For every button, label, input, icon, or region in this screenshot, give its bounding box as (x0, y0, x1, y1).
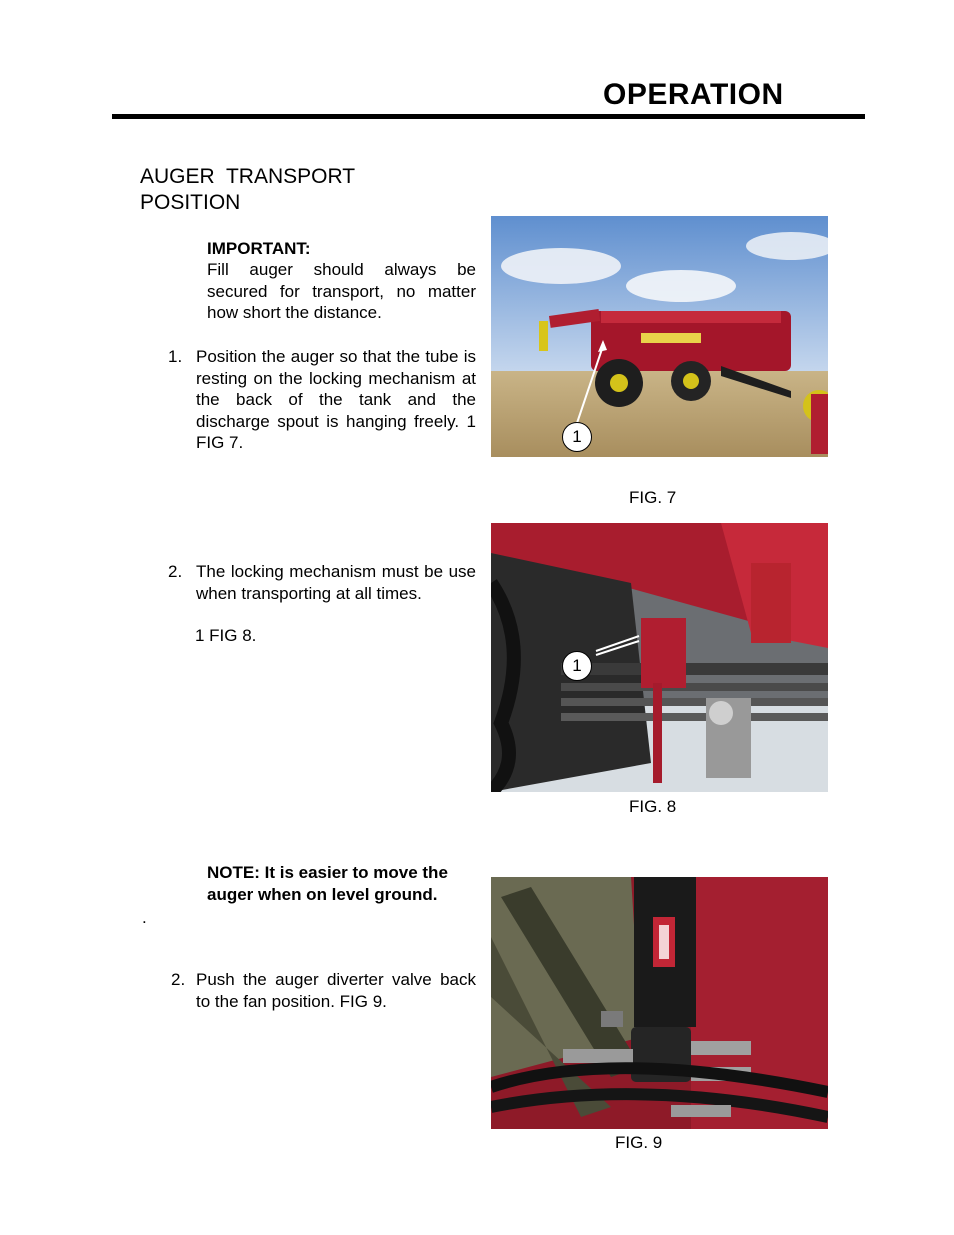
fig-8-caption: FIG. 8 (629, 797, 677, 816)
section-title-line1: AUGER TRANSPORT (140, 165, 356, 188)
step-2-text: The locking mechanism must be use when transporting at all times. (196, 562, 476, 603)
important-text: Fill auger should always be secured for transport, no matter how short the distance. (207, 260, 476, 322)
note-text: NOTE: It is easier to move the auger when on level ground. (207, 863, 448, 904)
step-3-number: 2. (171, 970, 186, 989)
page-title: OPERATION (603, 78, 784, 111)
fig-8-photo (491, 523, 828, 792)
step-3-text: Push the auger diverter valve back to the fan position. FIG 9. (196, 970, 476, 1011)
step-1-text: Position the auger so that the tube is resting on the locking mechanism at the back of the tank and the discharge spout is hanging freely. 1 FIG 7. (196, 347, 476, 452)
fig-7-photo (491, 216, 828, 457)
section-title (140, 164, 400, 216)
stray-mark: . (142, 908, 147, 927)
section-title-line2: POSITION (140, 191, 241, 214)
fig-9-caption: FIG. 9 (615, 1133, 663, 1152)
step-1-number: 1. (168, 347, 183, 366)
step-2-figref: 1 FIG 8. (195, 626, 257, 645)
important-label: IMPORTANT: (207, 239, 311, 258)
fig-7-caption: FIG. 7 (629, 488, 677, 507)
fig-8-callout: 1 (562, 651, 592, 681)
fig-9-photo (491, 877, 828, 1129)
step-2-number: 2. (168, 562, 183, 581)
header-rule (112, 114, 865, 119)
fig-7-callout: 1 (562, 422, 592, 452)
